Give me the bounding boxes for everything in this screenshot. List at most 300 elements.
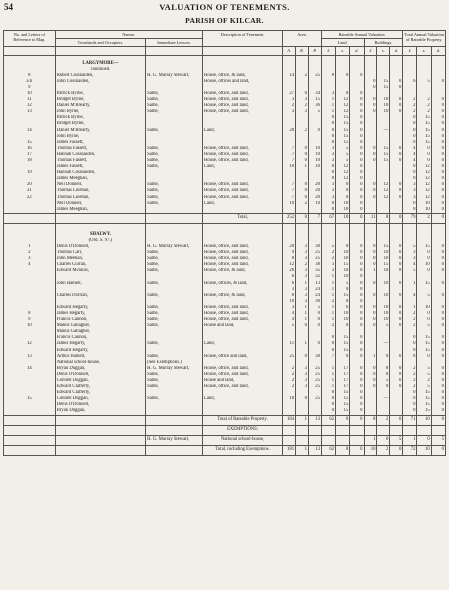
occupier-cell: Thomas Linehan,: [55, 188, 145, 194]
value-cell: 0: [350, 262, 364, 268]
value-cell: 15: [377, 262, 390, 268]
value-cell: 0: [350, 128, 364, 134]
value-cell: 0: [308, 341, 321, 347]
value-cell: 0: [390, 103, 403, 109]
value-cell: 5: [336, 158, 350, 164]
header-names: Names.: [55, 31, 202, 39]
value-cell: 0: [431, 384, 445, 390]
value-cell: 0: [350, 103, 364, 109]
value-cell: 1: [296, 311, 309, 317]
value-cell: 0: [403, 176, 417, 182]
value-cell: 0: [431, 188, 445, 194]
value-cell: 0: [350, 317, 364, 323]
value-cell: 3: [403, 250, 417, 256]
value-cell: 0: [403, 396, 417, 402]
value-cell: 15: [336, 140, 350, 146]
value-cell: 10: [377, 281, 390, 287]
value-cell: 0: [390, 323, 403, 329]
value-cell: 15: [377, 146, 390, 152]
summary-value: 13: [308, 445, 321, 455]
occupier-cell: Connell Duggan,: [55, 378, 145, 384]
summary-row: [4, 425, 446, 435]
value-cell: 15: [377, 85, 390, 91]
value-cell: 0: [350, 164, 364, 170]
value-cell: 3: [321, 195, 335, 201]
value-cell: 1: [321, 311, 335, 317]
value-cell: 0: [431, 256, 445, 262]
map-ref-cell: 1: [4, 244, 56, 250]
value-cell: 0: [364, 152, 377, 158]
value-cell: 0: [321, 207, 335, 214]
summary-label: Total of Rateable Property.: [203, 415, 283, 425]
value-cell: 0: [350, 274, 364, 280]
value-cell: 3: [283, 109, 296, 115]
lessor-cell: Same,: [146, 281, 203, 287]
lessor-cell: Same,: [146, 341, 203, 347]
value-cell: 0: [431, 109, 445, 115]
summary-value: 1: [403, 435, 417, 445]
value-cell: 0: [336, 188, 350, 194]
value-cell: 5: [336, 281, 350, 287]
summary-row: [4, 435, 446, 445]
value-cell: 15: [417, 348, 431, 354]
value-cell: [296, 408, 309, 415]
value-cell: 1: [403, 305, 417, 311]
value-cell: 3: [296, 293, 309, 299]
unit-label: £: [403, 47, 417, 55]
value-cell: 15: [336, 128, 350, 134]
value-cell: 12: [377, 188, 390, 194]
total-value: 2: [417, 213, 431, 223]
value-cell: 0: [321, 176, 335, 182]
value-cell: 0: [403, 201, 417, 207]
value-cell: 12: [417, 170, 431, 176]
summary-value: 5: [390, 435, 403, 445]
value-cell: 0: [431, 134, 445, 140]
value-cell: 36: [308, 103, 321, 109]
value-cell: 1: [296, 305, 309, 311]
value-cell: 6: [283, 281, 296, 287]
value-cell: 0: [431, 176, 445, 182]
value-cell: 17: [336, 378, 350, 384]
value-cell: 2: [403, 317, 417, 323]
value-cell: 15: [377, 152, 390, 158]
value-cell: 3: [321, 188, 335, 194]
value-cell: 10: [336, 311, 350, 317]
value-cell: 0: [403, 348, 417, 354]
value-cell: 0: [390, 79, 403, 85]
value-cell: [296, 207, 309, 214]
map-ref-cell: 18: [4, 158, 56, 164]
value-cell: 12: [377, 182, 390, 188]
value-cell: [308, 408, 321, 415]
page-number: 54: [4, 2, 13, 12]
value-cell: 2: [403, 97, 417, 103]
value-cell: 0: [350, 250, 364, 256]
value-cell: 25: [308, 73, 321, 79]
value-cell: 0: [364, 384, 377, 390]
value-cell: 15: [336, 396, 350, 402]
value-cell: 1: [321, 103, 335, 109]
description-cell: House, office, and land,: [203, 146, 283, 152]
value-cell: 3: [296, 366, 309, 372]
value-cell: 17: [336, 372, 350, 378]
value-cell: 0: [431, 152, 445, 158]
occupier-cell: Charles Dorrian,: [55, 293, 145, 299]
value-cell: 15: [336, 293, 350, 299]
value-cell: 15: [377, 244, 390, 250]
occupier-cell: Denis O'Donnell,: [55, 402, 145, 408]
value-cell: 3: [403, 256, 417, 262]
summary-value: 1: [296, 445, 309, 455]
description-cell: House, office, and land,: [203, 109, 283, 115]
value-cell: 0: [403, 164, 417, 170]
lessor-cell: Same,: [146, 201, 203, 207]
value-cell: 12: [417, 164, 431, 170]
value-cell: 1: [296, 341, 309, 347]
value-cell: 0: [403, 402, 417, 408]
occupier-cell: Robert Cossnaiden,: [55, 73, 145, 79]
value-cell: 15: [377, 158, 390, 164]
value-cell: 0: [350, 115, 364, 121]
summary-value: 0: [417, 435, 431, 445]
map-ref-cell: 12: [4, 341, 56, 347]
value-cell: 20: [308, 182, 321, 188]
value-cell: 1: [321, 384, 335, 390]
map-ref-cell: 11: [4, 97, 56, 103]
value-cell: 0: [364, 158, 377, 164]
value-cell: 0: [431, 170, 445, 176]
value-cell: 0: [417, 317, 431, 323]
value-cell: 3: [321, 91, 335, 97]
lessor-cell: Same,: [146, 146, 203, 152]
value-cell: 0: [296, 91, 309, 97]
occupier-cell: Manus Gallagher,: [55, 323, 145, 329]
map-ref-cell: 22: [4, 195, 56, 201]
lessor-cell: Same,: [146, 323, 203, 329]
summary-value: 0: [350, 445, 364, 455]
value-cell: 10: [377, 97, 390, 103]
occupier-cell: Thomas Fassett,: [55, 158, 145, 164]
lessor-cell: Same,: [146, 311, 203, 317]
occupier-cell: Connell Duggan,: [55, 396, 145, 402]
value-cell: 0: [350, 146, 364, 152]
value-cell: 0: [350, 293, 364, 299]
value-cell: 10: [377, 311, 390, 317]
value-cell: 5: [321, 244, 335, 250]
value-cell: 0: [417, 146, 431, 152]
value-cell: 8: [283, 256, 296, 262]
lessor-cell: Same,: [146, 152, 203, 158]
value-cell: 10: [417, 201, 431, 207]
summary-value: 62: [321, 415, 335, 425]
value-cell: [283, 408, 296, 415]
value-cell: 0: [403, 134, 417, 140]
value-cell: 0: [431, 305, 445, 311]
value-cell: 2: [417, 109, 431, 115]
value-cell: 0: [350, 372, 364, 378]
description-cell: Land,: [203, 396, 283, 402]
value-cell: 0: [364, 97, 377, 103]
unit-label: d.: [350, 47, 364, 55]
summary-value: [417, 425, 431, 435]
map-ref-cell: 8: [4, 73, 56, 79]
value-cell: 0: [431, 268, 445, 274]
summary-value: 0: [390, 445, 403, 455]
value-cell: 0: [364, 250, 377, 256]
value-cell: 15: [417, 121, 431, 127]
value-cell: 25: [308, 250, 321, 256]
value-cell: 0: [431, 402, 445, 408]
value-cell: 0: [431, 164, 445, 170]
value-cell: 0: [431, 396, 445, 402]
map-ref-cell: [4, 408, 56, 415]
value-cell: 10: [283, 299, 296, 305]
description-cell: House, office, and land,: [203, 256, 283, 262]
lessor-cell: Same,: [146, 195, 203, 201]
value-cell: 0: [350, 341, 364, 347]
value-cell: 0: [350, 323, 364, 329]
value-cell: 2: [283, 366, 296, 372]
value-cell: 0: [350, 390, 364, 396]
lessor-cell: Same,: [146, 354, 203, 360]
description-cell: Land,: [203, 341, 283, 347]
occupier-cell: Thomas Fassett,: [55, 146, 145, 152]
value-cell: 0: [364, 311, 377, 317]
summary-value: 13: [308, 415, 321, 425]
table-row: [4, 408, 446, 415]
value-cell: 0: [390, 262, 403, 268]
value-cell: 1: [321, 378, 335, 384]
value-cell: 15: [336, 335, 350, 341]
value-cell: 4: [283, 317, 296, 323]
value-cell: 0: [321, 128, 335, 134]
value-cell: 25: [308, 372, 321, 378]
value-cell: 0: [321, 134, 335, 140]
value-cell: 15: [336, 262, 350, 268]
header-map-ref: No. and Letters of Reference to Map.: [4, 31, 56, 47]
value-cell: 7: [283, 146, 296, 152]
summary-value: [283, 435, 296, 445]
value-cell: 0: [390, 158, 403, 164]
value-cell: 0: [417, 158, 431, 164]
value-cell: 0: [350, 91, 364, 97]
value-cell: 15: [417, 341, 431, 347]
value-cell: 7: [283, 188, 296, 194]
value-cell: 0: [350, 287, 364, 293]
value-cell: 2: [296, 262, 309, 268]
unit-label: d.: [390, 47, 403, 55]
occupier-cell: Bridget Byrne,: [55, 121, 145, 127]
occupier-cell: James Hegarty,: [55, 311, 145, 317]
value-cell: 24: [308, 287, 321, 293]
value-cell: 0: [431, 341, 445, 347]
value-cell: 0: [364, 262, 377, 268]
lessor-cell: Same,: [146, 262, 203, 268]
value-cell: 0: [296, 323, 309, 329]
summary-label: EXEMPTIONS:: [203, 425, 283, 435]
value-cell: 12: [417, 188, 431, 194]
lessor-cell: Same,: [146, 182, 203, 188]
value-cell: 2: [403, 109, 417, 115]
value-cell: 0: [417, 152, 431, 158]
value-cell: 0: [350, 378, 364, 384]
value-cell: 15: [336, 390, 350, 396]
map-ref-cell: 8: [4, 311, 56, 317]
description-cell: Land,: [203, 164, 283, 170]
map-ref-cell: a b: [4, 79, 56, 85]
value-cell: 5: [283, 323, 296, 329]
value-cell: 10: [336, 317, 350, 323]
value-cell: 13: [308, 281, 321, 287]
total-value: 10: [336, 213, 350, 223]
value-cell: 0: [364, 378, 377, 384]
summary-value: 8: [336, 445, 350, 455]
value-cell: 5: [417, 366, 431, 372]
description-cell: House, office, and land,: [203, 152, 283, 158]
value-cell: 1: [321, 281, 335, 287]
value-cell: 4: [283, 311, 296, 317]
value-cell: [364, 207, 377, 214]
value-cell: 1: [321, 372, 335, 378]
value-cell: 3: [403, 188, 417, 194]
value-cell: 0: [350, 335, 364, 341]
map-ref-cell: 14: [4, 128, 56, 134]
occupier-cell: Arthur Hamell,: [55, 354, 145, 360]
value-cell: 3: [321, 182, 335, 188]
value-cell: 1: [296, 164, 309, 170]
occupier-cell: John Meehan,: [55, 256, 145, 262]
value-cell: 3: [321, 152, 335, 158]
value-cell: 15: [336, 115, 350, 121]
lessor-cell: H. G. Murray Stewart,: [146, 366, 203, 372]
value-cell: 0: [431, 335, 445, 341]
value-cell: 0: [431, 390, 445, 396]
value-cell: 1: [321, 305, 335, 311]
occupier-cell: Manus Gallagher,: [55, 329, 145, 335]
value-cell: 0: [390, 97, 403, 103]
value-cell: 15: [417, 244, 431, 250]
value-cell: 3: [296, 274, 309, 280]
total-row: [4, 213, 446, 223]
value-cell: 5: [403, 244, 417, 250]
value-cell: 10: [377, 250, 390, 256]
value-cell: 0: [364, 79, 377, 85]
value-cell: 2: [403, 378, 417, 384]
value-cell: 0: [417, 354, 431, 360]
description-cell: House, office, and land,: [203, 311, 283, 317]
value-cell: 10: [417, 207, 431, 214]
value-cell: 0: [431, 146, 445, 152]
value-cell: 0: [417, 268, 431, 274]
value-cell: 26: [283, 268, 296, 274]
value-cell: 3: [321, 262, 335, 268]
value-cell: 3: [403, 182, 417, 188]
value-cell: 15: [417, 128, 431, 134]
map-ref-cell: 15: [4, 140, 56, 146]
total-value: 0: [431, 213, 445, 223]
occupier-cell: Edward Hegarty,: [55, 305, 145, 311]
value-cell: 0: [321, 408, 335, 415]
value-cell: 0: [336, 354, 350, 360]
unit-label: A.: [283, 47, 296, 55]
lessor-cell: Same,: [146, 384, 203, 390]
summary-value: 10: [364, 445, 377, 455]
description-cell: House, office, and land,: [203, 366, 283, 372]
value-cell: 10: [377, 268, 390, 274]
value-cell: 3: [296, 299, 309, 305]
description-cell: House, office, & land,: [203, 73, 283, 79]
unit-label: s.: [417, 47, 431, 55]
value-cell: 25: [308, 366, 321, 372]
summary-lessor: [146, 415, 203, 425]
value-cell: 2: [403, 366, 417, 372]
value-cell: 0: [296, 158, 309, 164]
value-cell: 20: [308, 195, 321, 201]
value-cell: 0: [296, 146, 309, 152]
value-cell: 0: [364, 244, 377, 250]
value-cell: 32: [308, 274, 321, 280]
lessor-cell: Same,: [146, 164, 203, 170]
value-cell: 0: [321, 390, 335, 396]
value-cell: 0: [296, 354, 309, 360]
value-cell: 3: [321, 158, 335, 164]
summary-value: 8: [364, 415, 377, 425]
value-cell: 0: [350, 396, 364, 402]
map-ref-cell: 3: [4, 256, 56, 262]
value-cell: 3: [296, 287, 309, 293]
map-ref-cell: 21: [4, 188, 56, 194]
value-cell: 3: [296, 97, 309, 103]
occupier-cell: Edward Clafferty,: [55, 390, 145, 396]
value-cell: 0: [431, 121, 445, 127]
description-cell: House, office, and land,: [203, 195, 283, 201]
header-description: Description of Tenement.: [203, 31, 283, 47]
description-cell: House, office, & land,: [203, 268, 283, 274]
value-cell: 0: [390, 293, 403, 299]
value-cell: 0: [431, 311, 445, 317]
value-cell: 0: [364, 146, 377, 152]
value-cell: 5: [336, 146, 350, 152]
summary-value: [350, 435, 364, 445]
total-label: Total,: [203, 213, 283, 223]
value-cell: 15: [336, 402, 350, 408]
value-cell: 30: [308, 354, 321, 360]
lessor-cell: Same,: [146, 372, 203, 378]
summary-value: 184: [283, 415, 296, 425]
value-cell: 2: [296, 103, 309, 109]
value-cell: 0: [403, 390, 417, 396]
value-cell: 0: [390, 152, 403, 158]
value-cell: 0: [350, 152, 364, 158]
value-cell: 0: [403, 341, 417, 347]
description-cell: Land,: [203, 201, 283, 207]
value-cell: 0: [431, 281, 445, 287]
description-cell: House, office, and land,: [203, 250, 283, 256]
value-cell: 3: [296, 244, 309, 250]
value-cell: 3: [403, 195, 417, 201]
value-cell: 0: [321, 201, 335, 207]
description-cell: House, office, and land,: [203, 91, 283, 97]
value-cell: 0: [350, 384, 364, 390]
summary-label: Total, including Exemptions.: [203, 445, 283, 455]
summary-row: [4, 415, 446, 425]
summary-value: 10: [417, 415, 431, 425]
value-cell: 5: [417, 293, 431, 299]
lessor-cell: Same,: [146, 305, 203, 311]
value-cell: 2: [403, 311, 417, 317]
value-cell: 0: [336, 182, 350, 188]
